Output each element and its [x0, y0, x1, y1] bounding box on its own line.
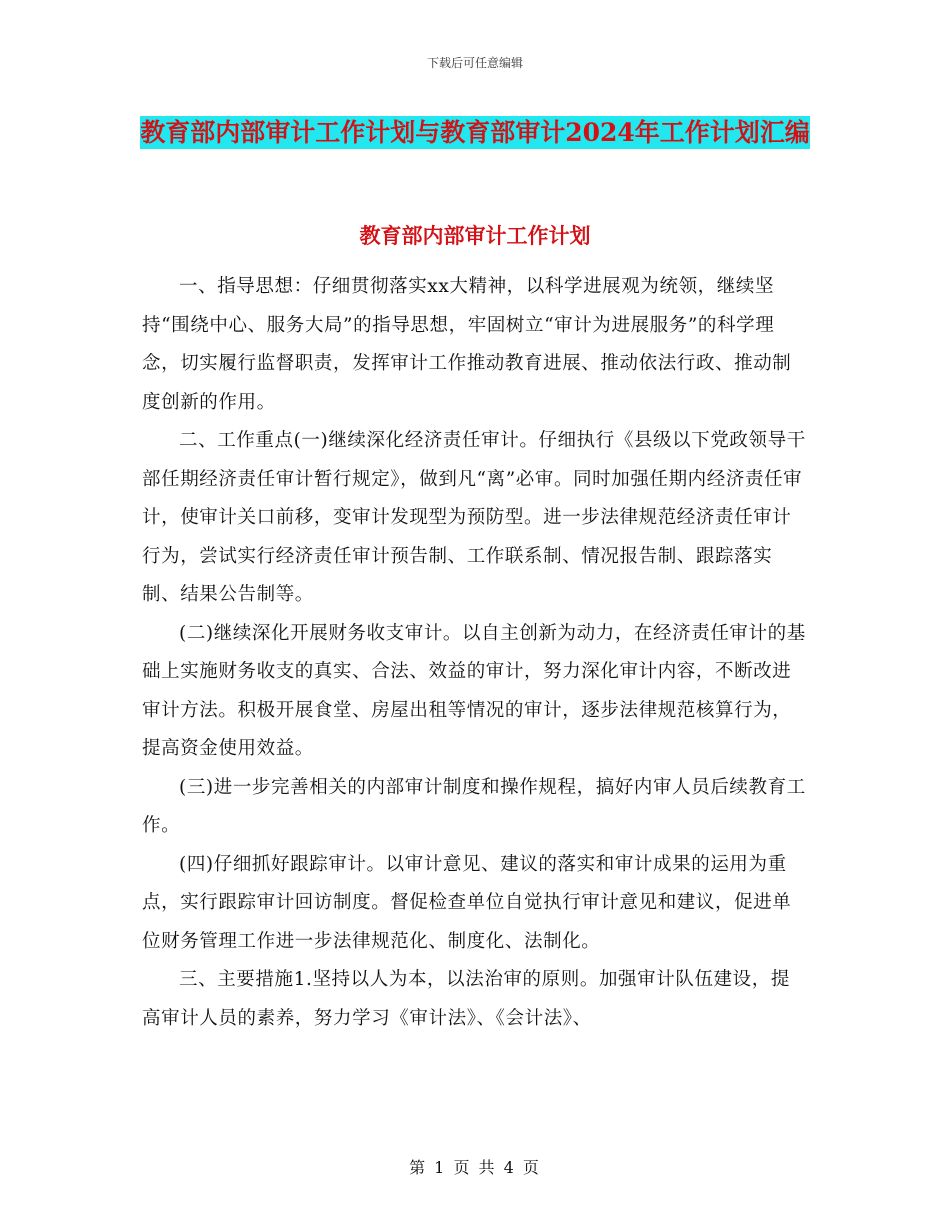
- paragraph: 二、工作重点(一)继续深化经济责任审计。仔细执行《县级以下党政领导干部任期经济责任审计暂行规定》，做到凡“离”必审。同时加强任期内经济责任审计，使审计关口前移，变审计发现型为预防型。进一步法律规范经济责任审计行为，尝试实行经济责任审计预告制、工作联系制、情况报告制、跟踪落实制、结果公告制等。: [142, 430, 806, 605]
- paragraph: (四)仔细抓好跟踪审计。以审计意见、建议的落实和审计成果的运用为重点，实行跟踪审计回访制度。督促检查单位自觉执行审计意见和建议，促进单位财务管理工作进一步法律规范化、制度化、法制化。: [142, 853, 792, 952]
- paragraph: 三、主要措施1.坚持以人为本，以法治审的原则。加强审计队伍建设，提高审计人员的素养，努力学习《审计法》、《会计法》、: [142, 969, 790, 1029]
- paragraph: 一、指导思想：仔细贯彻落实xx大精神，以科学进展观为统领，继续坚持“围绕中心、服务大局”的指导思想，牢固树立“审计为进展服务”的科学理念，切实履行监督职责，发挥审计工作推动教育进展、推动依法行政、推动制度创新的作用。: [142, 276, 792, 413]
- document-title: [140, 110, 810, 156]
- document-title-text: 教育部内部审计工作计划与教育部审计2024年工作计划汇编: [140, 118, 810, 147]
- page-footer: 第 1 页 共 4 页: [409, 1158, 541, 1177]
- paragraph: (二)继续深化开展财务收支审计。以自主创新为动力，在经济责任审计的基础上实施财务收支的真实、合法、效益的审计，努力深化审计内容，不断改进审计方法。积极开展食堂、房屋出租等情况的审计，逐步法律规范核算行为，提高资金使用效益。: [142, 622, 806, 759]
- paragraph: (三)进一步完善相关的内部审计制度和操作规程，搞好内审人员后续教育工作。: [142, 776, 806, 836]
- body-text: [142, 268, 806, 1038]
- section-title: 教育部内部审计工作计划: [359, 223, 591, 248]
- header-note: 下载后可任意编辑: [426, 56, 523, 70]
